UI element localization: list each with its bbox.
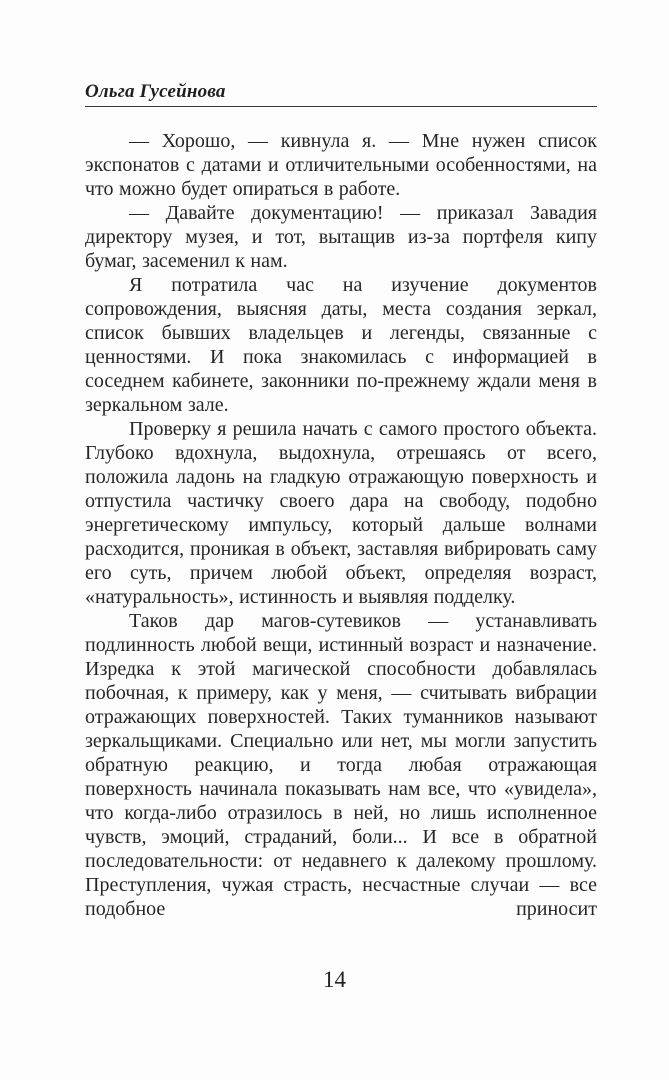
- paragraph: Таков дар магов-сутевиков — устанавливать подлинность любой вещи, истинный возраст и назначение. Изредка к этой магической способности добавлялась побочная, к примеру, как у меня, — считывать вибрации отражающих поверхностей. Таких туманников называют зеркальщиками. Специально или нет, мы могли запустить обратную реакцию, и тогда любая отражающая поверхность начинала показывать нам все, что «увидела», что когда-либо отразилось в ней, но лишь исполненное чувств, эмоций, страданий, боли... И все в обратной последовательности: от недавнего к далекому прошлому. Преступления, чужая страсть, несчастные случаи — все подобное приносит: [85, 610, 597, 920]
- paragraph: — Давайте документацию! — приказал Завадия директору музея, и тот, вытащив из-за портфеля кипу бумаг, засеменил к нам.: [85, 202, 597, 272]
- page-text-block: [85, 129, 597, 921]
- paragraph: Проверку я решила начать с самого простого объекта. Глубоко вдохнула, выдохнула, отрешаясь от всего, положила ладонь на гладкую отражающую поверхность и отпустила частичку своего дара на свободу, подобно энергетическому импульсу, который дальше волнами расходится, проникая в объект, заставляя вибрировать саму его суть, причем любой объект, определяя возраст, «натуральность», истинность и выявляя подделку.: [85, 418, 597, 608]
- paragraph: — Хорошо, — кивнула я. — Мне нужен список экспонатов с датами и отличительными особенностями, на что можно будет опираться в работе.: [85, 130, 597, 200]
- page-number: 14: [323, 967, 346, 992]
- header-rule: [85, 106, 597, 107]
- running-header-author: Ольга Гусейнова: [85, 81, 226, 102]
- running-header: [85, 82, 597, 107]
- paragraph: Я потратила час на изучение документов сопровождения, выясняя даты, места создания зеркал, список бывших владельцев и легенды, связанные с ценностями. И пока знакомилась с информацией в соседнем кабинете, законники по-прежнему ждали меня в зеркальном зале.: [85, 274, 597, 416]
